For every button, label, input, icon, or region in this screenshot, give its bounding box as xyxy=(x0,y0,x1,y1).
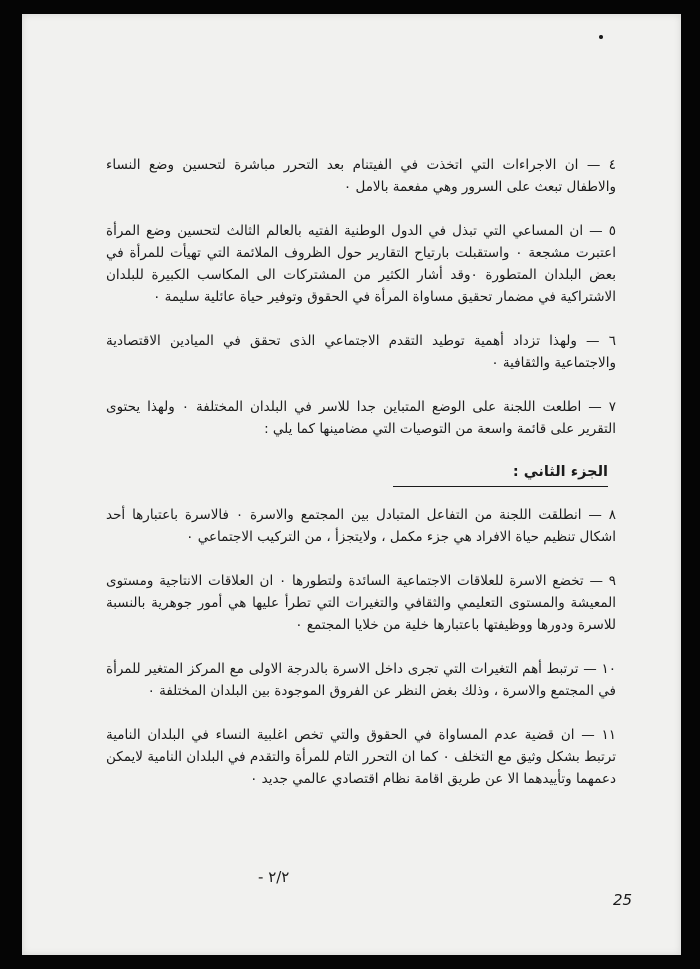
paragraph-7: ٧ — اطلعت اللجنة على الوضع المتباين جدا للاسر في البلدان المختلفة ٠ ولهذا يحتوى التقرير على قائمة واسعة من التوصيات التي مضامينها كما يلي : xyxy=(106,399,616,437)
paragraph-9: ٩ — تخضع الاسرة للعلاقات الاجتماعية السائدة ولتطورها ٠ ان العلاقات الانتاجية ومستوى المعيشة والمستوى التعليمي والثقافي والتغيرات التي تطرأ عليها هي أمور جوهرية بالنسبة للاسرة ودورها ووظيفتها باعتبارها خلية من خلايا المجتمع ٠ xyxy=(106,573,617,633)
paragraph-4: ٤ — ان الاجراءات التي اتخذت في الفيتنام بعد التحرر مباشرة لتحسين وضع النساء والاطفال تبعث على السرور وهي مفعمة بالامل ٠ xyxy=(106,157,616,195)
document-page xyxy=(22,14,681,955)
section-heading: الجزء الثاني : xyxy=(393,462,608,487)
document-body xyxy=(106,154,616,812)
paragraph-10: ١٠ — ترتبط أهم التغيرات التي تجرى داخل الاسرة بالدرجة الاولى مع المركز المتغير للمرأة في المجتمع والاسرة ، وذلك بغض النظر عن الفروق الموجودة بين البلدان المختلفة ٠ xyxy=(106,661,616,699)
paragraph-11: ١١ — ان قضية عدم المساواة في الحقوق والتي تخص اغلبية النساء في البلدان النامية ترتبط بشكل وثيق مع التخلف ٠ كما ان التحرر التام للمرأة والتقدم في البلدان النامية لايمكن دعمهما وتأييدهما الا عن طريق اقامة نظام اقتصادي عالمي جديد ٠ xyxy=(106,727,616,787)
folio-number: 25 xyxy=(613,891,633,909)
paragraph-8: ٨ — انطلقت اللجنة من التفاعل المتبادل بين المجتمع والاسرة ٠ فالاسرة باعتبارها أحد اشكال تنظيم حياة الافراد هي جزء مكمل ، ولايتجزأ ، من التركيب الاجتماعي ٠ xyxy=(106,507,617,545)
section-heading-row xyxy=(106,462,616,504)
paragraph-6: ٦ — ولهذا تزداد أهمية توطيد التقدم الاجتماعي الذى تحقق في الميادين الاقتصادية والاجتماعية والثقافية ٠ xyxy=(106,333,616,371)
page-speck xyxy=(599,35,603,39)
paragraph-5: ٥ — ان المساعي التي تبذل في الدول الوطنية الفتيه بالعالم الثالث لتحسين وضع المرأة اعتبرت مشجعة ٠ واستقبلت بارتياح التقارير حول الظروف الملائمة التي تهيأت للمرأة في بعض البلدان المتطورة ٠وقد أشار الكثير من المشتركات الى المكاسب الكبيرة للبلدان الاشتراكية في مضمار تحقيق مساواة المرأة في الحقوق وتوفير حياة عائلية سليمة ٠ xyxy=(106,223,616,305)
page-number: - ٢/٢ xyxy=(258,868,290,886)
